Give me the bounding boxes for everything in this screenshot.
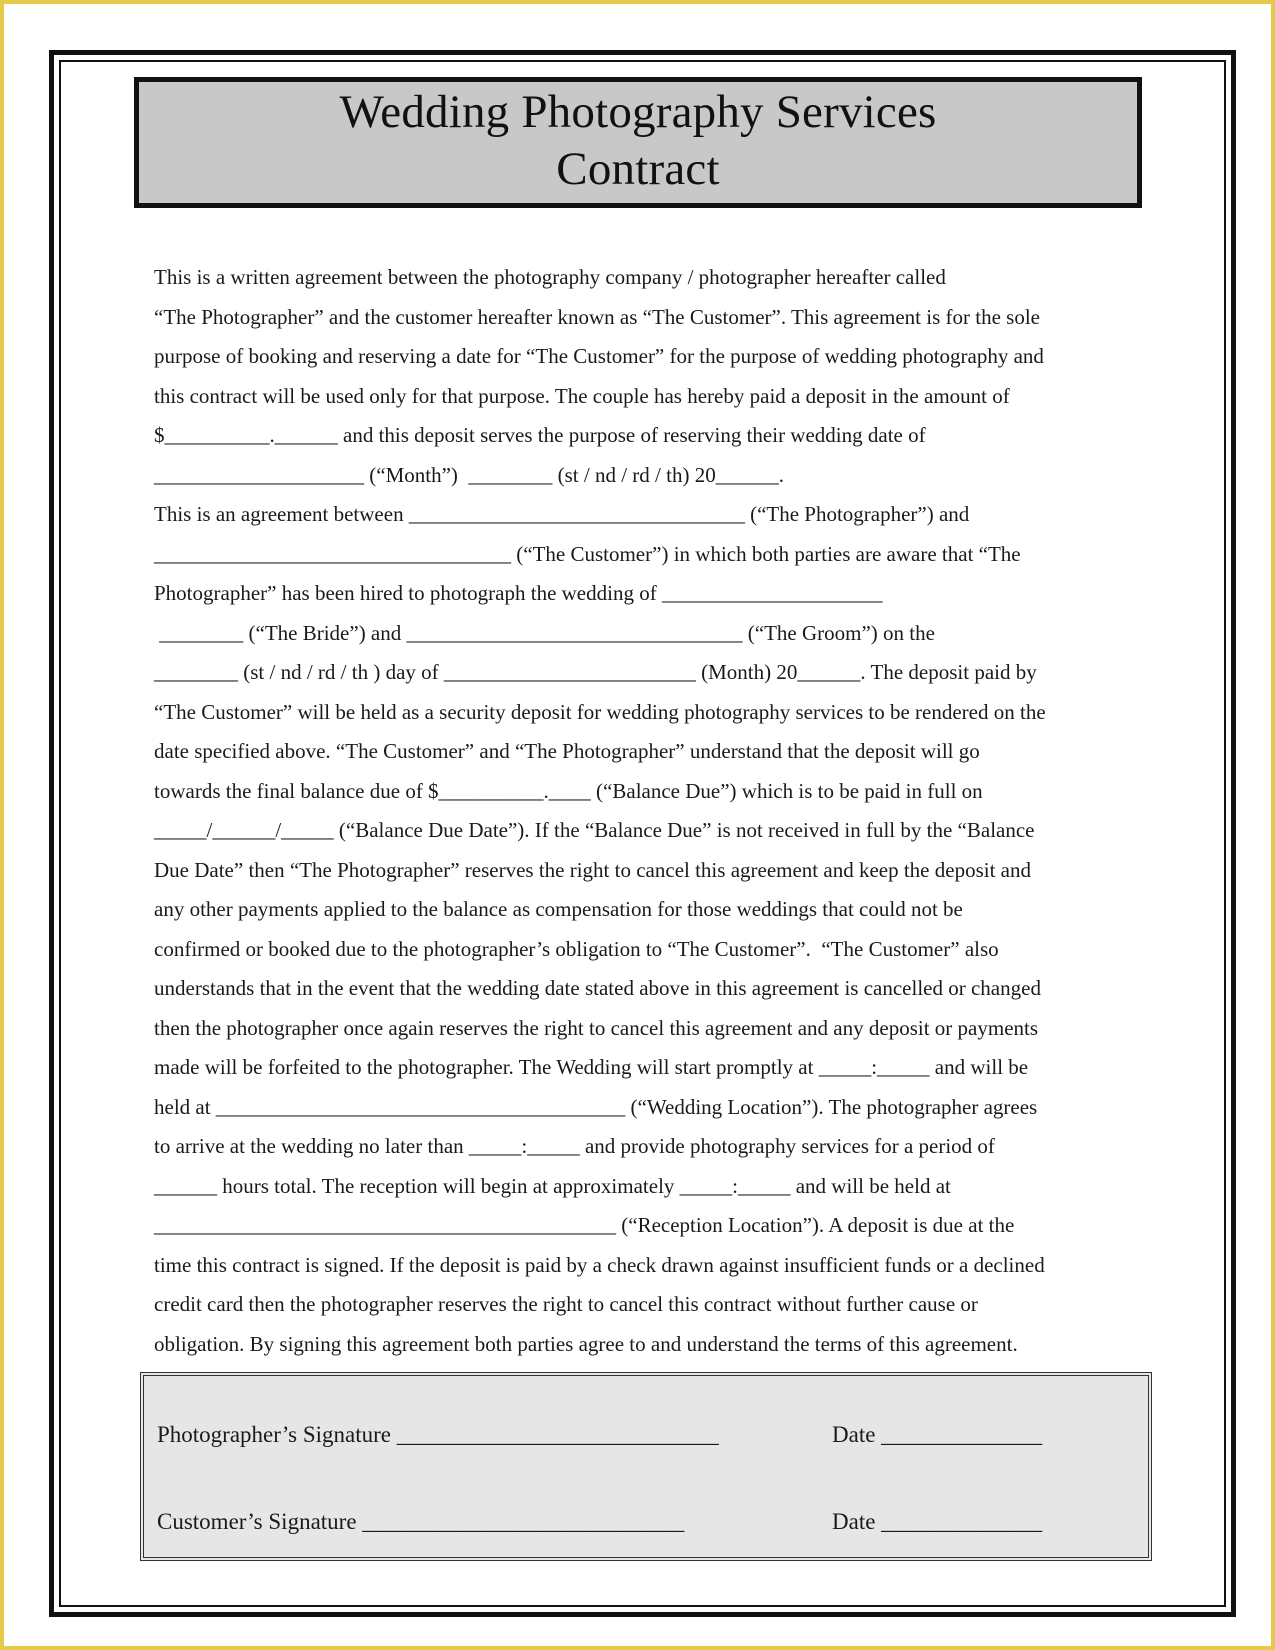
contract-line: “The Photographer” and the customer hereafter known as “The Customer”. This agreement is for the sole [154, 304, 1040, 329]
photographer-date-line[interactable]: Date ______________ [832, 1422, 1043, 1447]
contract-line: This is an agreement between ________________________________ (“The Photographer”) and [154, 502, 970, 526]
contract-line: obligation. By signing this agreement both parties agree to and understand the terms of this agreement. [154, 1331, 1018, 1356]
contract-line: ____________________ (“Month”) ________ (st / nd / rd / th) 20______. [154, 462, 784, 487]
contract-line: understands that in the event that the wedding date stated above in this agreement is cancelled or changed [154, 976, 1041, 1000]
contract-body [154, 258, 1144, 1364]
contract-line: date specified above. “The Customer” and “The Photographer” understand that the deposit will go [154, 739, 980, 763]
contract-line: _____/______/_____ (“Balance Due Date”). If the “Balance Due” is not received in full by the “Balance [154, 818, 1035, 842]
contract-line: Due Date” then “The Photographer” reserves the right to cancel this agreement and keep the deposit and [154, 857, 1031, 882]
customer-signature-line[interactable]: Customer’s Signature ____________________________ [157, 1509, 685, 1534]
signature-box [140, 1372, 1152, 1561]
contract-line: held at _______________________________________ (“Wedding Location”). The photographer agrees [154, 1094, 1038, 1119]
contract-line: then the photographer once again reserves the right to cancel this agreement and any deposit or payments [154, 1015, 1039, 1040]
title-box [134, 77, 1142, 208]
contract-line: __________________________________ (“The Customer”) in which both parties are aware that “The [154, 541, 1021, 566]
contract-line: made will be forfeited to the photographer. The Wedding will start promptly at _____:_____ and will be [154, 1055, 1029, 1079]
contract-line: confirmed or booked due to the photographer’s obligation to “The Customer”. “The Customer” also [154, 936, 999, 961]
contract-line: “The Customer” will be held as a security deposit for wedding photography services to be rendered on the [154, 699, 1046, 724]
contract-line: towards the final balance due of $__________.____ (“Balance Due”) which is to be paid in full on [154, 778, 983, 803]
contract-line: ____________________________________________ (“Reception Location”). A deposit is due at the [154, 1213, 1015, 1237]
contract-line: ______ hours total. The reception will begin at approximately _____:_____ and will be held at [154, 1173, 951, 1198]
contract-line: $__________.______ and this deposit serves the purpose of reserving their wedding date of [154, 423, 926, 447]
contract-line: Photographer” has been hired to photograph the wedding of _____________________ [154, 581, 883, 605]
contract-line: ________ (st / nd / rd / th ) day of ________________________ (Month) 20______. The deposit paid by [154, 660, 1037, 684]
contract-line: ________ (“The Bride”) and ________________________________ (“The Groom”) on the [154, 620, 935, 645]
document-page [4, 4, 1271, 1646]
contract-line: This is a written agreement between the photography company / photographer hereafter called [154, 265, 946, 289]
title-line-2: Contract [556, 143, 720, 195]
contract-line: any other payments applied to the balance as compensation for those weddings that could not be [154, 897, 963, 921]
contract-line: purpose of booking and reserving a date for “The Customer” for the purpose of wedding photography and [154, 344, 1044, 368]
photographer-signature-line[interactable]: Photographer’s Signature ____________________________ [157, 1422, 719, 1447]
contract-line: credit card then the photographer reserves the right to cancel this contract without further cause or [154, 1292, 978, 1316]
contract-line: to arrive at the wedding no later than _____:_____ and provide photography services for a period of [154, 1134, 995, 1158]
title-line-1: Wedding Photography Services [339, 86, 937, 138]
contract-line: this contract will be used only for that purpose. The couple has hereby paid a deposit in the amount of [154, 383, 1010, 408]
customer-date-line[interactable]: Date ______________ [832, 1509, 1043, 1534]
contract-line: time this contract is signed. If the deposit is paid by a check drawn against insufficient funds or a declined [154, 1252, 1045, 1277]
